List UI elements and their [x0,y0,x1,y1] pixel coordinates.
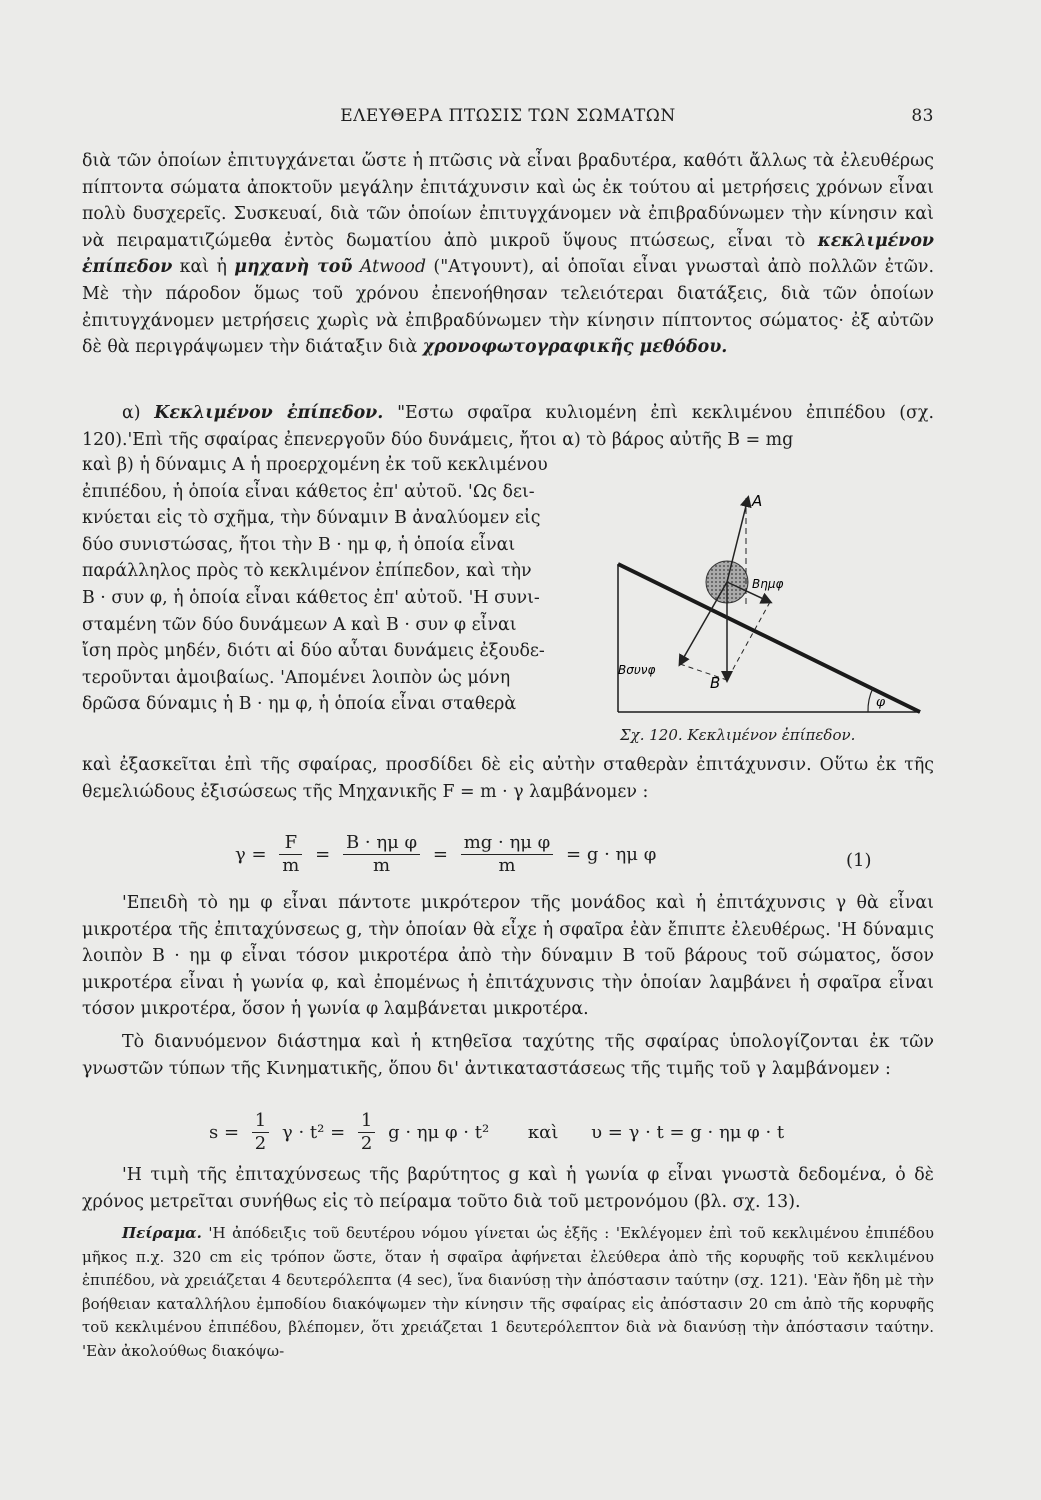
section-label: α) [122,403,141,423]
figure-caption [620,726,936,744]
angle-arc [868,688,873,712]
wrap-line: δύο συνιστώσας, ἤτοι τὴν B · ημ φ, ἡ ὁποία εἶναι [82,534,516,555]
equals-sign: = [432,844,448,865]
wrap-line: δρῶσα δύναμις ἡ B · ημ φ, ἡ ὁποία εἶναι σταθερὰ [82,694,517,715]
wrap-line: B · συν φ, ἡ ὁποία εἶναι κάθετος ἐπ' αὐτοῦ. 'Η συνι- [82,587,540,608]
fraction-numerator: B · ημ φ [343,832,420,855]
fraction-numerator: F [279,832,302,855]
fraction-denominator: 2 [254,1133,267,1154]
fraction-denominator: m [498,855,516,876]
wrap-line: ἴση πρὸς μηδέν, διότι αἱ δύο αὗται δυνάμεις ἐξουδε- [82,641,545,662]
paragraph-intro [82,148,934,361]
fraction-numerator: 1 [252,1110,269,1133]
fraction [343,832,420,877]
wrap-line: κνύεται εἰς τὸ σχῆμα, τὴν δύναμιν B ἀναλύομεν εἰς [82,508,541,529]
caption-text: Κεκλιμένον ἐπίπεδον. [687,726,856,744]
wrap-line: τεροῦνται ἀμοιβαίως. 'Απομένει λοιπὸν ὡς μόνη [82,667,511,688]
fraction-denominator: 2 [360,1133,373,1154]
wrap-line: σταμένη τῶν δύο δυνάμεων A καὶ B · συν φ εἶναι [82,614,517,635]
equals-sign: = [315,844,331,865]
equation-number: (1) [846,850,872,871]
figure-inclined-plane [606,484,936,756]
label-angle-phi: φ [876,695,886,710]
formula-2-s: s = [209,1122,240,1143]
caption-number: Σχ. 120. [620,726,683,744]
page-header [82,104,934,134]
formula-1-rhs: = g · ημ φ [566,844,657,865]
experiment-paragraph [82,1222,934,1363]
label-force-a: A [752,492,763,510]
inclined-plane-diagram [606,484,936,724]
formula-2-velocity: υ = γ · t = g · ημ φ · t [591,1122,785,1143]
fraction-denominator: m [373,855,391,876]
force-b-cos-arrow [680,582,727,664]
wrap-line: ἐπιπέδου, ἡ ὁποία εἶναι κάθετος ἐπ' αὐτοῦ. 'Ως δει- [82,481,535,502]
term-atwood-name: Atwood [359,257,427,278]
paragraph-after-figure [82,752,934,805]
paragraph-acceleration [82,890,934,1082]
page-number: 83 [911,106,934,126]
running-title: ΕΛΕΥΘΕΡΑ ΠΤΩΣΙΣ ΤΩΝ ΣΩΜΑΤΩΝ [340,106,676,126]
section-heading: Κεκλιμένον ἐπίπεδον. [154,403,384,423]
term-atwood-machine: μηχανὴ τοῦ [234,257,353,278]
formula-2-term: γ · t² = [281,1122,346,1143]
formula-2-kai: καὶ [527,1122,559,1143]
intro-connector: καὶ ἡ [179,257,227,278]
formula-1 [232,832,659,877]
fraction [279,832,302,877]
paragraph-text: 'Επειδὴ τὸ ημ φ εἶναι πάντοτε μικρότερον τῆς μονάδος καὶ ἡ ἐπιτάχυνσις γ θὰ εἶναι μικροτέρα τῆς ἐπιταχύνσεως g, τὴν ὁποίαν θὰ εἶχε ἡ σφαῖρα ἐὰν ἔπιπτε ἐλευθέρως. 'Η δύναμις λοιπὸν B · ημ φ εἶναι τόσον μικροτέρα ἀπὸ τὴν δύναμιν B τοῦ βάρους τοῦ σώματος, ὅσον μικροτέρα εἶναι ἡ γωνία φ, καὶ ἐπομένως ἡ ἐπιτάχυνσις τὴν ὁποίαν λαμβάνει ἡ σφαῖρα εἶναι τόσον μικροτέρα, ὅσον ἡ γωνία φ λαμβάνεται μικροτέρα. [82,893,934,1020]
wrap-line: παράλληλος πρὸς τὸ κεκλιμένον ἐπίπεδον, καὶ τὴν [82,561,532,582]
fraction-denominator: m [282,855,300,876]
term-chronophotographic: χρονοφωτογραφικῆς μεθόδου. [422,337,728,358]
section-text: "Εστω σφαῖρα κυλιομένη ἐπὶ κεκλιμένου ἐπιπέδου (σχ. 120).'Επὶ τῆς σφαίρας ἐπενεργοῦν δύο δυνάμεις, ἤτοι α) τὸ βάρος αὐτῆς B = mg [82,403,934,450]
construction-line [727,602,770,680]
formula-2-term: g · ημ φ · t² [388,1122,490,1143]
label-b-cos: Bσυνφ [618,663,656,677]
wrap-line: καὶ β) ἡ δύναμις A ἡ προερχομένη ἐκ τοῦ κεκλιμένου [82,455,548,475]
paragraph-known-values [82,1162,934,1215]
wrapped-paragraph [82,452,594,718]
fraction [358,1110,375,1155]
fraction-numerator: mg · ημ φ [461,832,554,855]
fraction [252,1110,269,1155]
paragraph-text: 'Η τιμὴ τῆς ἐπιταχύνσεως τῆς βαρύτητος g καὶ ἡ γωνία φ εἶναι γνωστὰ δεδομένα, ὁ δὲ χρόνος μετρεῖται συνήθως εἰς τὸ πείραμα τοῦτο διὰ τοῦ μετρονόμου (βλ. σχ. 13). [82,1165,934,1212]
label-b-sin: Bημφ [752,577,784,591]
fraction [461,832,554,877]
intro-text: διὰ τῶν ὁποίων ἐπιτυγχάνεται ὥστε ἡ πτῶσις νὰ εἶναι βραδυτέρα, καθότι ἄλλως τὰ ἐλευθέρως πίπτοντα σώματα ἀποκτοῦν μεγάλην ἐπιτάχυνσιν καὶ ὡς ἐκ τούτου αἱ μετρήσεις χρόνων εἶναι πολὺ δυσχερεῖς. Συσκευαί, διὰ τῶν ὁποίων ἐπιτυγχάνομεν νὰ ἐπιβραδύνωμεν τὴν κίνησιν καὶ νὰ πειραματιζώμεθα ἐντὸς δωματίου ἀπὸ μικροῦ ὕψους πτώσεως, εἶναι τὸ [82,151,934,251]
section-inclined-plane [82,400,934,453]
experiment-text: 'Η ἀπόδειξις τοῦ δευτέρου νόμου γίνεται ὡς ἑξῆς : 'Εκλέγομεν ἐπὶ τοῦ κεκλιμένου ἐπιπέδου μῆκος π.χ. 320 cm εἰς τρόπον ὥστε, ὅταν ἡ σφαῖρα ἀφήνεται ἐλεύθερα ἀπὸ τῆς κορυφῆς τοῦ κεκλιμένου ἐπιπέδου, νὰ χρειάζεται 4 δευτερόλεπτα (4 sec), ἵνα διανύσῃ τὴν ἀπόστασιν ταύτην (σχ. 121). 'Εὰν ἤδη μὲ τὴν βοήθειαν καταλλήλου ἐμποδίου διακόψωμεν τὴν κίνησιν τῆς σφαίρας εἰς ἀπόστασιν 20 cm ἀπὸ τῆς κορυφῆς τοῦ κεκλιμένου ἐπιπέδου, βλέπομεν, ὅτι χρειάζεται 1 δευτερόλεπτον διὰ νὰ διανύσῃ τὴν ἀπόστασιν ταύτην. 'Εὰν ἀκολούθως διακόψω- [82,1224,934,1360]
formula-2 [206,1110,787,1155]
paragraph-text: Τὸ διανυόμενον διάστημα καὶ ἡ κτηθεῖσα ταχύτης τῆς σφαίρας ὑπολογίζονται ἐκ τῶν γνωστῶν τύπων τῆς Κινηματικῆς, ὅπου δι' ἀντικαταστάσεως τῆς τιμῆς τοῦ γ λαμβάνομεν : [82,1031,934,1079]
fraction-numerator: 1 [358,1110,375,1133]
label-weight-b: B [710,674,721,692]
intro-text-cont: ("Ατγουντ), αἱ ὁποῖαι εἶναι γνωσταὶ ἀπὸ πολλῶν ἐτῶν. Μὲ τὴν πάροδον ὅμως τοῦ χρόνου ἐπενοήθησαν τελειότεραι διατάξεις, διὰ τῶν ὁποίων ἐπιτυγχάνομεν μετρήσεις χωρὶς νὰ ἐπιβραδύνωμεν τὴν κίνησιν πίπτοντος σώματος· ἐξ αὐτῶν δὲ θὰ περιγράψωμεν τὴν διάταξιν διὰ [82,257,934,358]
after-fig-text: καὶ ἐξασκεῖται ἐπὶ τῆς σφαίρας, προσδίδει δὲ εἰς αὐτὴν σταθερὰν ἐπιτάχυνσιν. Οὕτω ἐκ τῆς θεμελιώδους ἐξισώσεως τῆς Μηχανικῆς F = m · γ λαμβάνομεν : [82,755,934,802]
term-inclined-plane: κεκλιμένον ἐπίπεδον [82,230,934,278]
formula-1-lhs: γ = [235,844,267,865]
experiment-label: Πείραμα. [122,1224,202,1242]
